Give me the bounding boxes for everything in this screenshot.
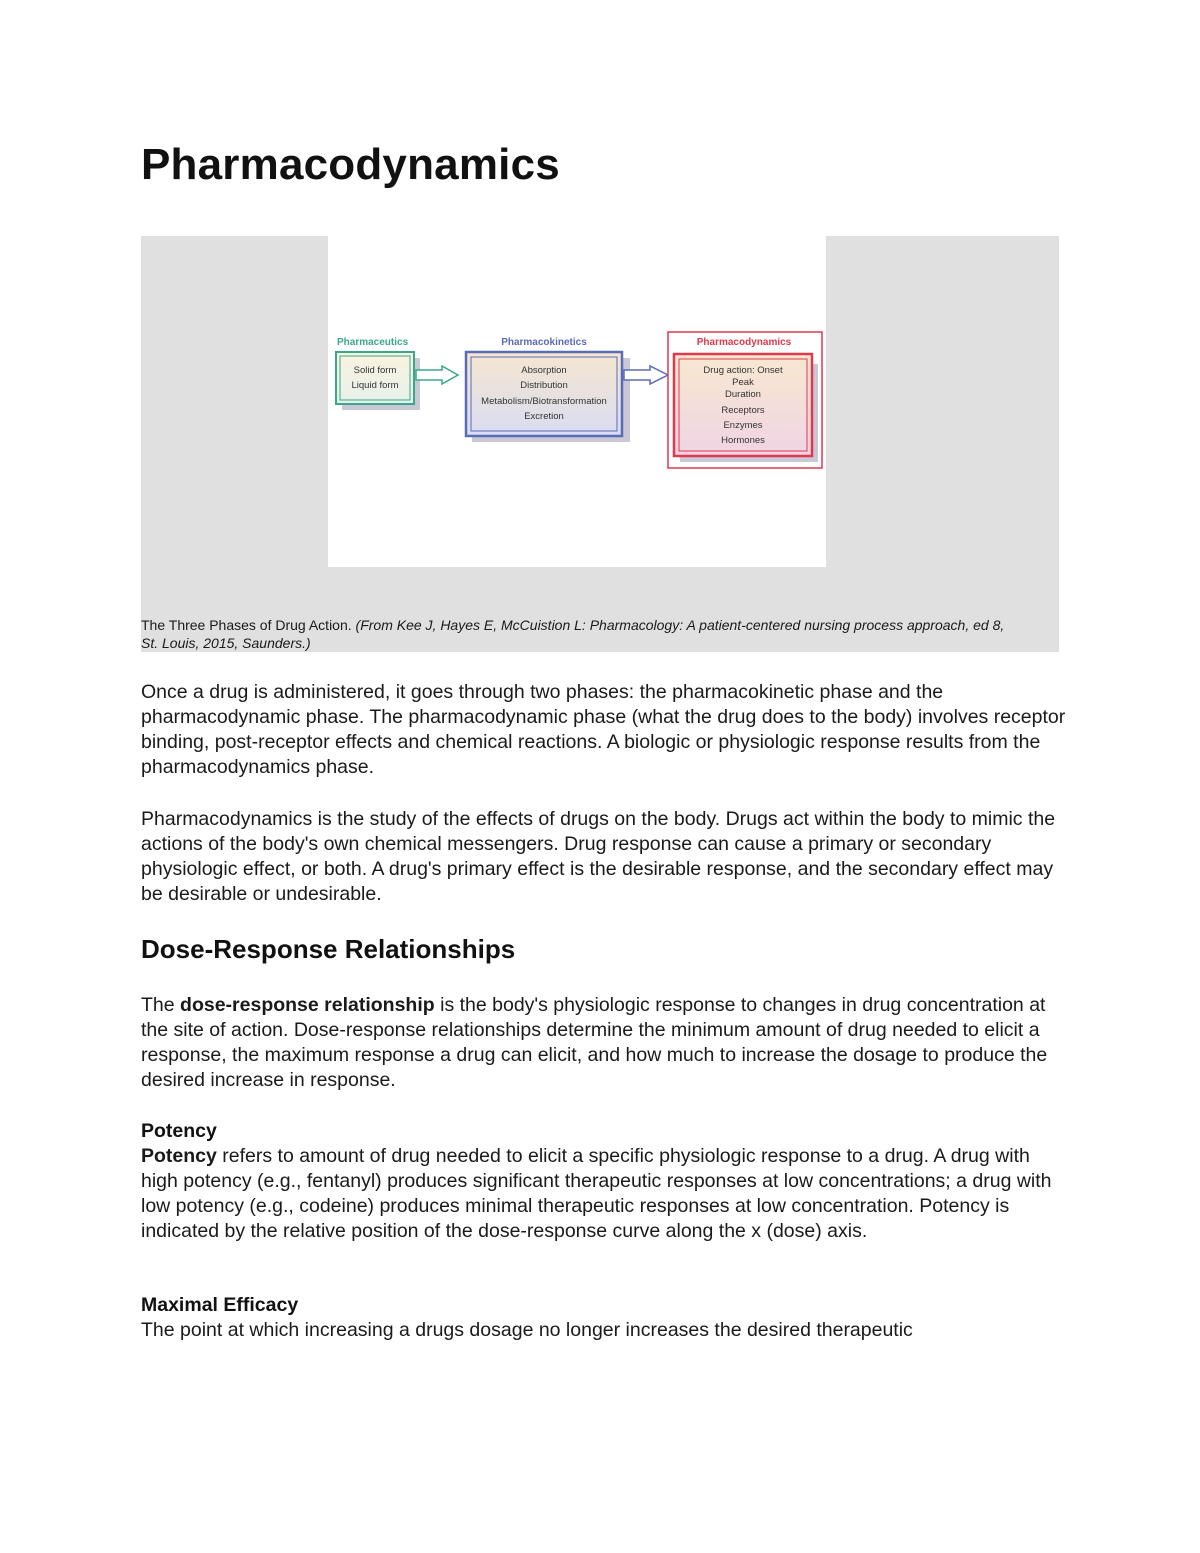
pharmacodynamics-item: Receptors — [721, 405, 765, 416]
arrow-right-icon — [624, 366, 668, 384]
arrow-right-icon — [416, 366, 458, 384]
pharmacodynamics-title: Pharmacodynamics — [696, 337, 792, 348]
definition-paragraph: Pharmacodynamics is the study of the effects of drugs on the body. Drugs act within the body to mimic the actions of the body's own chemical messengers. Drug response can cause a primary or secondary physiologic effect, or both. A drug's primary effect is the desirable response, and the secondary effect may be desirable or undesirable. — [141, 808, 1056, 905]
page-title: Pharmacodynamics — [141, 140, 560, 189]
pharmaceutics-item: Solid form — [353, 365, 397, 376]
diagram-svg — [328, 236, 826, 567]
pharmacokinetics-item: Distribution — [520, 380, 568, 391]
subheading-potency: Potency — [141, 1120, 217, 1142]
dose-response-term: dose-response relationship — [180, 994, 435, 1016]
pharmacodynamics-item: Enzymes — [723, 420, 763, 431]
pharmacodynamics-item: Hormones — [721, 435, 765, 446]
subheading-maximal-efficacy: Maximal Efficacy — [141, 1294, 299, 1316]
pharmaceutics-item: Liquid form — [351, 380, 399, 391]
maximal-efficacy-paragraph: The point at which increasing a drugs dosage no longer increases the desired therapeutic — [141, 1319, 913, 1341]
pharmacodynamics-item: Drug action: Onset — [703, 365, 783, 376]
intro-paragraph: Once a drug is administered, it goes through two phases: the pharmacokinetic phase and the pharmacodynamic phase. The pharmacodynamic phase (what the drug does to the body) involves receptor binding, post-receptor effects and chemical reactions. A biologic or physiologic response results from the pharmacodynamics phase. — [141, 681, 1066, 778]
dose-response-lead: The — [141, 994, 181, 1016]
pharmacodynamics-item: Peak — [732, 377, 754, 388]
three-phases-diagram — [328, 236, 826, 567]
figure — [141, 236, 1059, 652]
figure-caption — [141, 616, 1011, 652]
section-heading-dose-response: Dose-Response Relationships — [141, 934, 516, 964]
dose-response-text: is the body's physiologic response to changes in drug concentration at the site of action. Dose-response relationships determine the minimum amount of drug needed to elicit a response, the maximum response a drug can elicit, and how much to increase the dosage to produce the desired increase in response. — [141, 994, 1048, 1091]
pharmaceutics-box — [336, 352, 414, 404]
pharmacokinetics-item: Excretion — [524, 411, 564, 422]
pharmaceutics-title: Pharmaceutics — [337, 337, 409, 348]
caption-text: The Three Phases of Drug Action. — [141, 617, 356, 633]
pharmacodynamics-item: Duration — [725, 389, 761, 400]
potency-term: Potency — [141, 1145, 217, 1167]
potency-paragraph — [141, 1144, 1066, 1244]
caption-citation: (From Kee J, Hayes E, McCuistion L: Pharmacology: A patient-centered nursing process approach, ed 8, St. Louis, 2015, Saunders.) — [141, 617, 1005, 651]
dose-response-paragraph — [141, 993, 1066, 1093]
potency-text: refers to amount of drug needed to elicit a specific physiologic response to a drug. A drug with high potency (e.g., fentanyl) produces significant therapeutic responses at low concentrations; a drug with low potency (e.g., codeine) produces minimal therapeutic responses at low concentration. Potency is indicated by the relative position of the dose-response curve along the x (dose) axis. — [141, 1145, 1052, 1242]
pharmacokinetics-item: Absorption — [521, 365, 567, 376]
pharmacokinetics-item: Metabolism/Biotransformation — [481, 396, 607, 407]
pharmacokinetics-title: Pharmacokinetics — [501, 337, 587, 348]
